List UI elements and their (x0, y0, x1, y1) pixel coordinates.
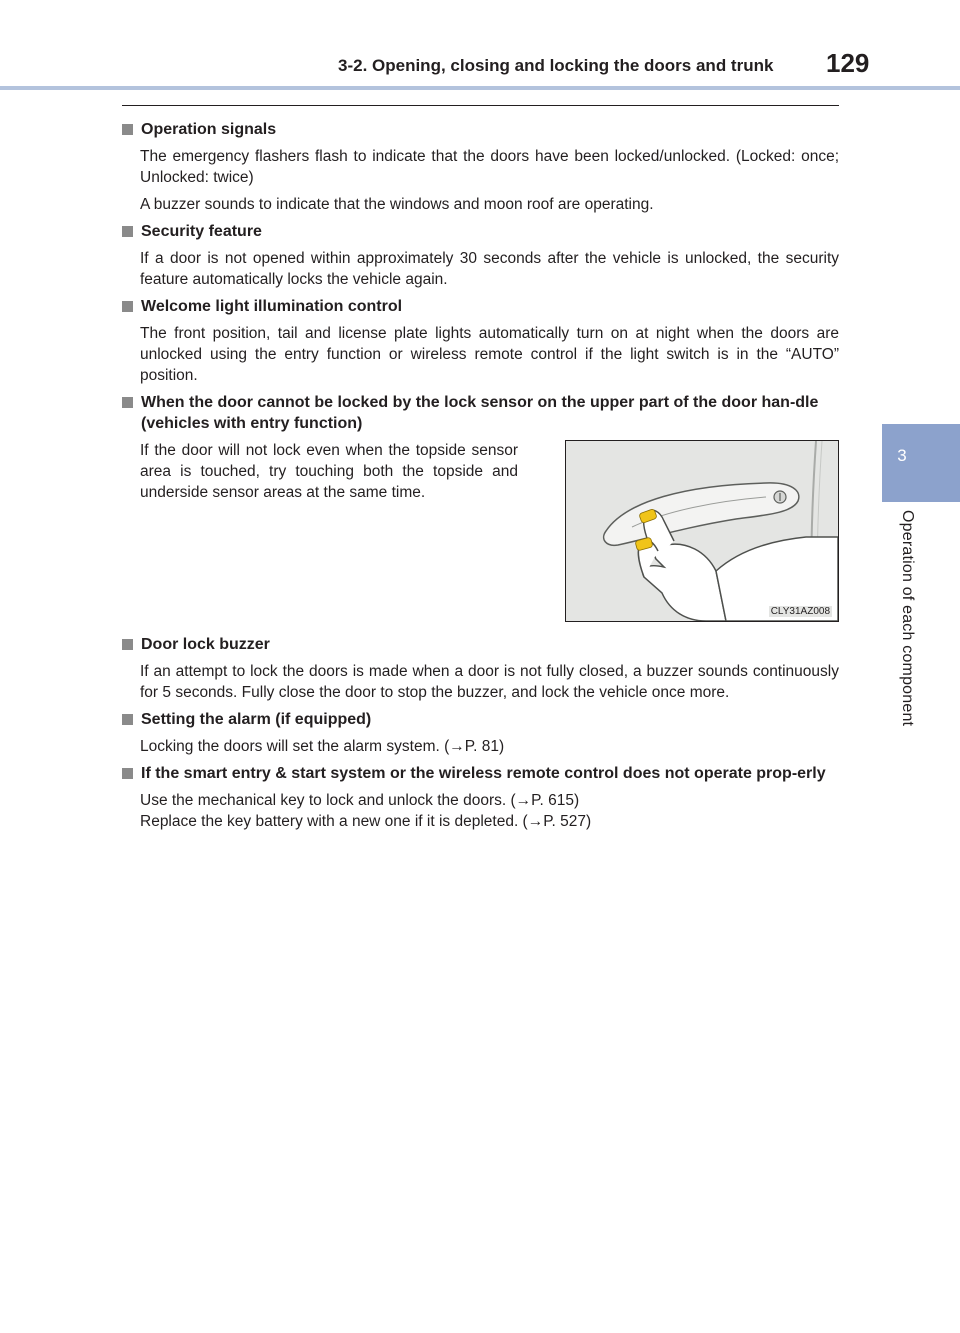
paragraph: Replace the key battery with a new one if it is depleted. (→P. 527) (140, 813, 592, 830)
heading-text: Setting the alarm (if equipped) (141, 711, 372, 728)
paragraph: The front position, tail and license plate lights automatically turn on at night when the doors are unlocked using the entry function or wireless remote control if the light switch is in the “AUTO” position. (140, 325, 839, 384)
section-heading (122, 709, 839, 730)
square-bullet-icon (122, 226, 133, 237)
paragraph: Use the mechanical key to lock and unlock the doors. (→P. 615) (140, 792, 580, 809)
running-header-title: 3-2. Opening, closing and locking the doors and trunk (338, 56, 774, 75)
door-handle-illustration (565, 440, 839, 622)
figure-code: CLY31AZ008 (770, 606, 830, 617)
section-heading (122, 392, 839, 434)
chapter-number: 3 (897, 446, 907, 465)
header-rule (122, 105, 839, 106)
square-bullet-icon (122, 124, 133, 135)
square-bullet-icon (122, 768, 133, 779)
heading-text: Security feature (141, 223, 262, 240)
heading-text: Welcome light illumination control (141, 298, 403, 315)
paragraph: A buzzer sounds to indicate that the windows and moon roof are operating. (140, 196, 654, 213)
header-band (0, 86, 960, 90)
paragraph: If an attempt to lock the doors is made when a door is not fully closed, a buzzer sounds continuously for 5 seconds. Fully close the door to stop the buzzer, and lock the vehicle once more. (140, 663, 839, 701)
section-heading (122, 221, 839, 242)
section-operation-signals (122, 119, 839, 215)
square-bullet-icon (122, 714, 133, 725)
paragraph: If the door will not lock even when the topside sensor area is touched, try touching both the topside and underside sensor areas at the same time. (140, 442, 518, 501)
heading-text: Door lock buzzer (141, 636, 270, 653)
section-security-feature (122, 221, 839, 290)
section-heading (122, 119, 839, 140)
heading-text: When the door cannot be locked by the lock sensor on the upper part of the door han-dle (vehicles with entry function) (141, 394, 819, 432)
chapter-tab (882, 424, 960, 502)
paragraph: The emergency flashers flash to indicate that the doors have been locked/unlocked. (Locked: once; Unlocked: twice) (140, 148, 839, 186)
square-bullet-icon (122, 639, 133, 650)
paragraph: Locking the doors will set the alarm system. (→P. 81) (140, 738, 505, 755)
square-bullet-icon (122, 301, 133, 312)
section-heading (122, 296, 839, 317)
section-welcome-light (122, 296, 839, 386)
heading-text: If the smart entry & start system or the wireless remote control does not operate prop-erly (141, 765, 826, 782)
square-bullet-icon (122, 397, 133, 408)
section-heading (122, 763, 839, 784)
chapter-label: Operation of each component (899, 510, 916, 727)
paragraph: If a door is not opened within approximately 30 seconds after the vehicle is unlocked, the security feature automatically locks the vehicle again. (140, 250, 839, 288)
section-lock-sensor (122, 392, 839, 622)
section-smart-entry (122, 763, 839, 832)
page-number: 129 (826, 48, 870, 78)
section-setting-alarm (122, 709, 839, 757)
section-door-lock-buzzer (122, 634, 839, 703)
heading-text: Operation signals (141, 121, 277, 138)
hand-touching-door-handle-icon (566, 441, 838, 621)
page-content (122, 119, 839, 838)
text-with-figure (140, 440, 839, 622)
section-heading (122, 634, 839, 655)
